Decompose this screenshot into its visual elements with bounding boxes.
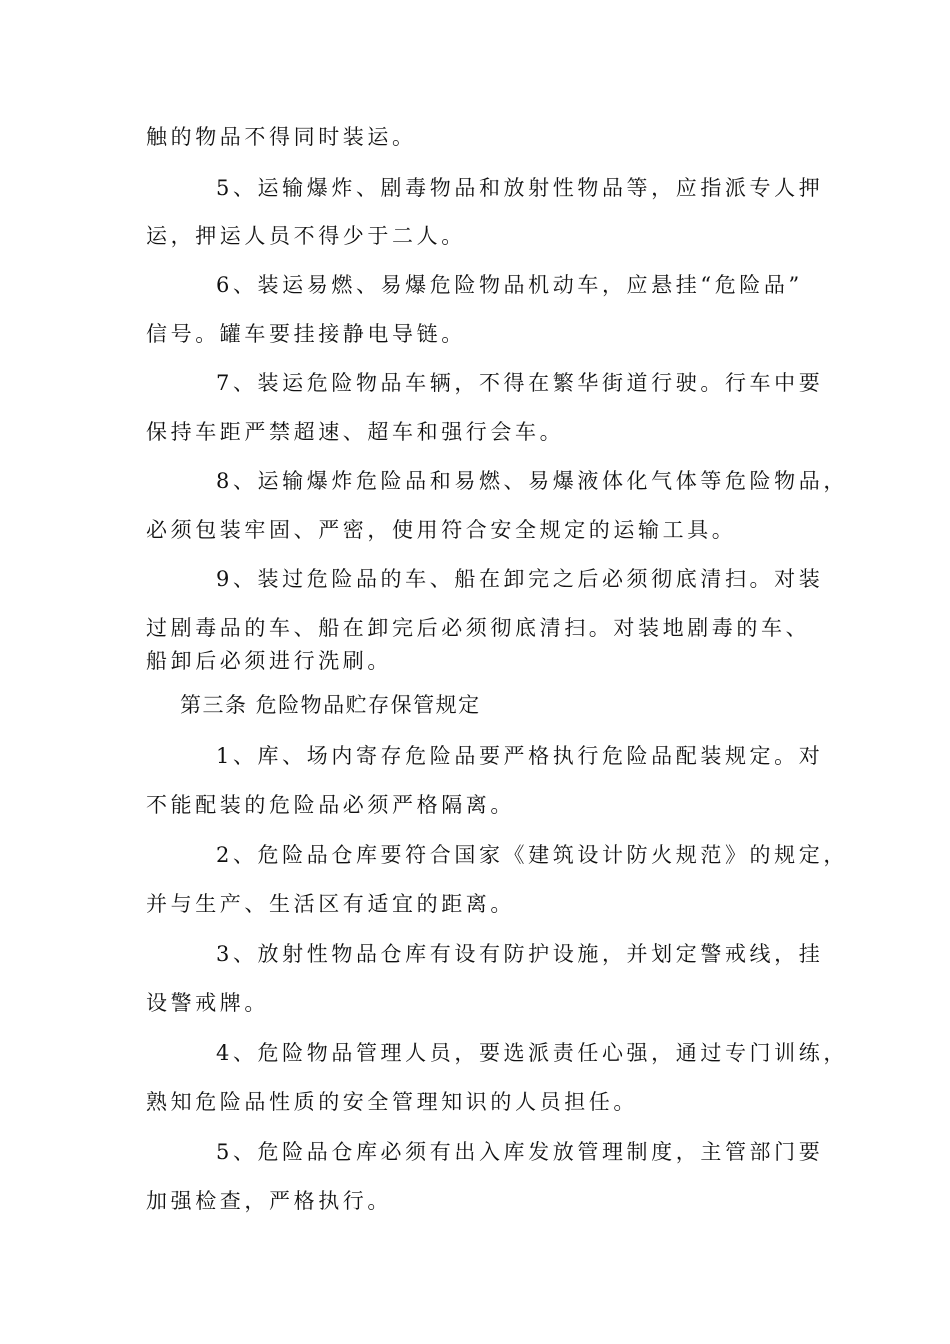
text-line: 9、装过危险品的车、船在卸完之后必须彻底清扫。对装 [216,567,824,591]
text-line: 过剧毒品的车、船在卸完后必须彻底清扫。对装地剧毒的车、 [146,616,811,640]
text-line: 熟知危险品性质的安全管理知识的人员担任。 [146,1090,638,1114]
text-line: 2、危险品仓库要符合国家《建筑设计防火规范》的规定， [216,843,848,867]
text-line: 必须包装牢固、严密，使用符合安全规定的运输工具。 [146,518,737,542]
text-line: 触的物品不得同时装运。 [146,125,417,149]
text-line: 8、运输爆炸危险品和易燃、易爆液体化气体等危险物品， [216,469,848,493]
text-line: 设警戒牌。 [146,991,269,1015]
section-heading: 第三条 危险物品贮存保管规定 [180,693,481,717]
text-line: 不能配装的危险品必须严格隔离。 [146,793,515,817]
text-line: 保持车距严禁超速、超车和强行会车。 [146,420,565,444]
text-line: 5、危险品仓库必须有出入库发放管理制度，主管部门要 [216,1140,824,1164]
text-line: 5、运输爆炸、剧毒物品和放射性物品等，应指派专人押 [216,176,824,200]
text-line: 船卸后必须进行洗刷。 [146,649,392,673]
text-line: 信号。罐车要挂接静电导链。 [146,322,466,346]
text-line: 并与生产、生活区有适宜的距离。 [146,892,515,916]
text-line: 运，押运人员不得少于二人。 [146,224,466,248]
text-line: 4、危险物品管理人员，要选派责任心强，通过专门训练， [216,1041,848,1065]
text-line: 加强检查，严格执行。 [146,1189,392,1213]
text-line: 6、装运易燃、易爆危险物品机动车，应悬挂“危险品” [216,273,803,297]
text-line: 3、放射性物品仓库有设有防护设施，并划定警戒线，挂 [216,942,824,966]
text-line: 7、装运危险物品车辆，不得在繁华街道行驶。行车中要 [216,371,824,395]
text-line: 1、库、场内寄存危险品要严格执行危险品配装规定。对 [216,744,824,768]
